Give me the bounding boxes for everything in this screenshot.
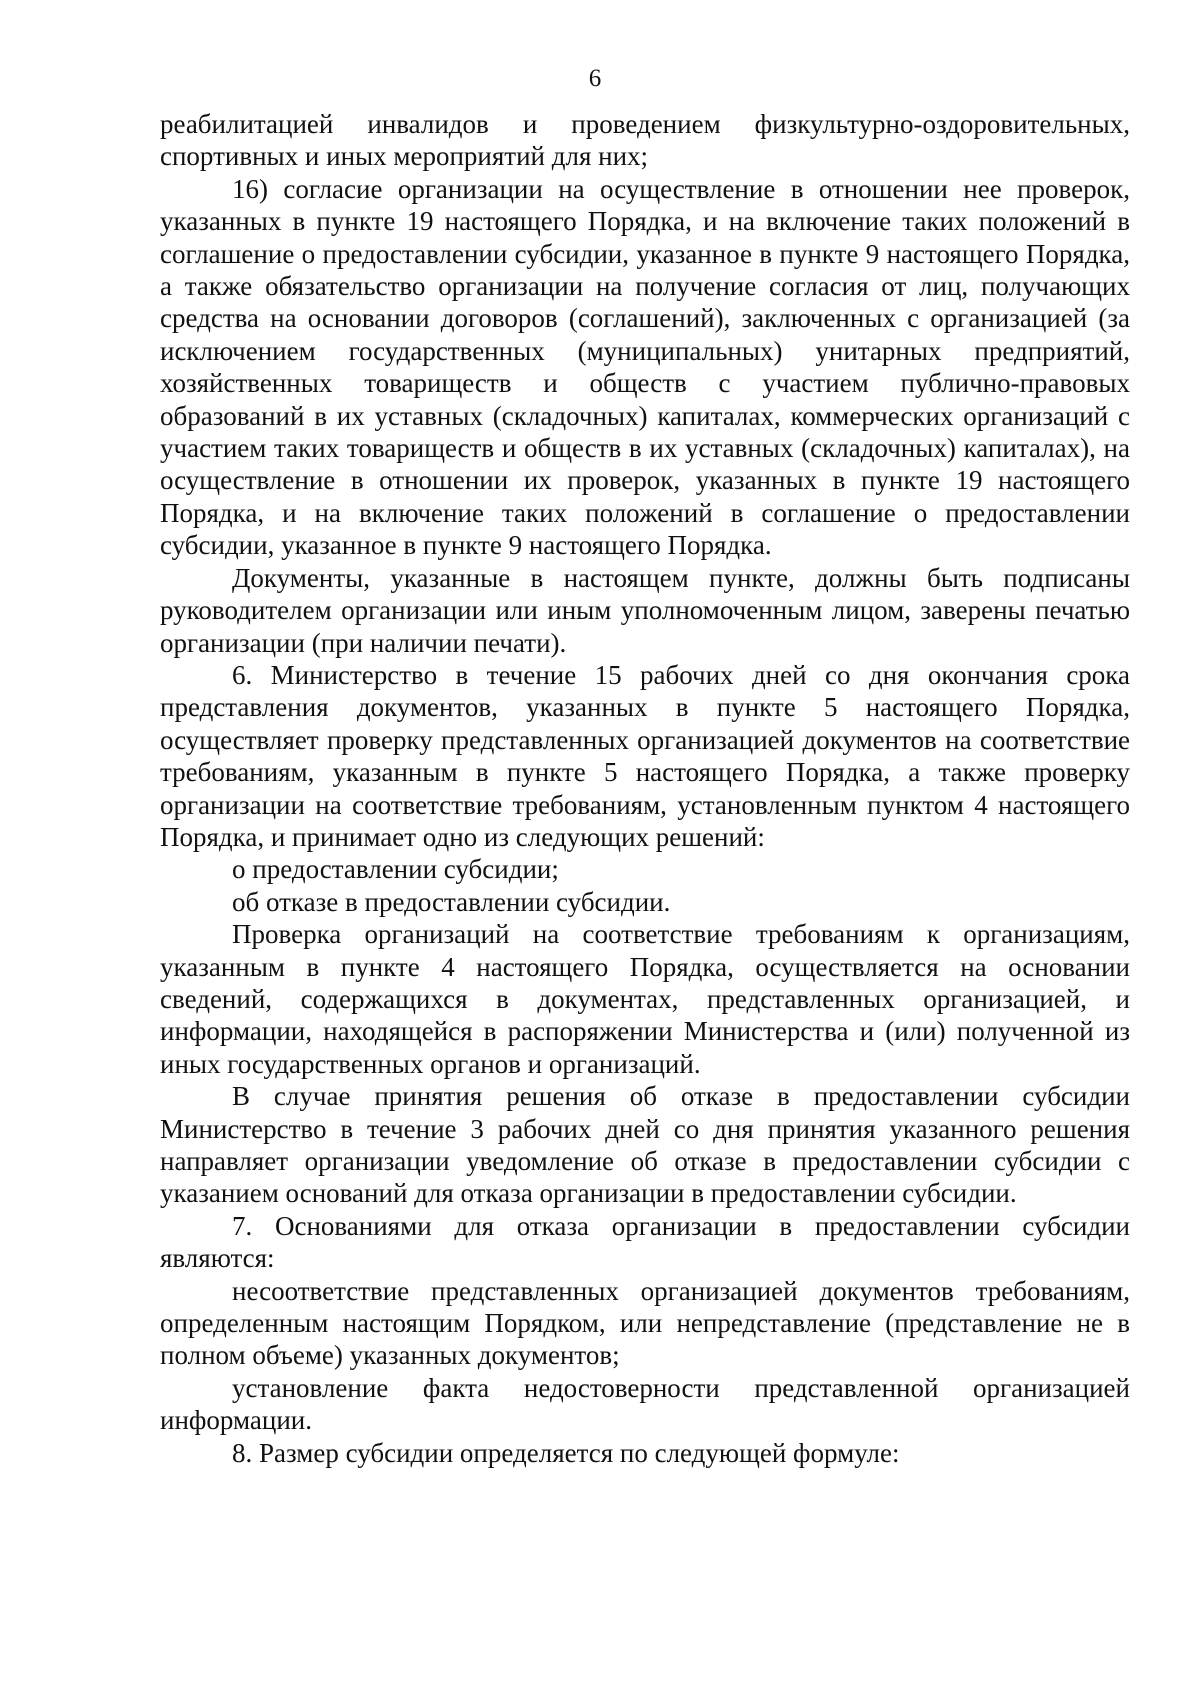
paragraph-ground-noncompliance: несоответствие представленных организацией документов требованиям, определенным настоящим Порядком, или непредставление (представление не в полном объеме) указанных документов; <box>160 1275 1130 1371</box>
paragraph-refusal-notification: В случае принятия решения об отказе в предоставлении субсидии Министерство в течение 3 рабочих дней со дня принятия указанного решения направляет организации уведомление об отказе в предоставлении субсидии с указанием оснований для отказа организации в предоставлении субсидии. <box>160 1081 1130 1209</box>
paragraph-item-7-refusal-grounds: 7. Основаниями для отказа организации в предоставлении субсидии являются: <box>160 1210 1130 1274</box>
paragraph-item-16-consent: 16) согласие организации на осуществление в отношении нее проверок, указанных в пункте 19 настоящего Порядка, и на включение таких положений в соглашение о предоставлении субсидии, указанное в пункте 9 настоящего Порядка, а также обязательство организации на получение согласия от лиц, получающих средства на основании договоров (соглашений), заключенных с организацией (за исключением государственных (муниципальных) унитарных предприятий, хозяйственных товариществ и обществ с участием публично-правовых образований в их уставных (складочных) капиталах, коммерческих организаций с участием таких товариществ и обществ в их уставных (складочных) капиталах), на осуществление в отношении их проверок, указанных в пункте 19 настоящего Порядка, и на включение таких положений в соглашение о предоставлении субсидии, указанное в пункте 9 настоящего Порядка. <box>160 173 1130 561</box>
paragraph-decision-grant: о предоставлении субсидии; <box>232 854 559 885</box>
paragraph-documents-signature: Документы, указанные в настоящем пункте, должны быть подписаны руководителем организации или иным уполномоченным лицом, заверены печатью организации (при наличии печати). <box>160 562 1130 658</box>
paragraph-rehabilitation-continuation: реабилитацией инвалидов и проведением физкультурно-оздоровительных, спортивных и иных мероприятий для них; <box>160 109 1130 172</box>
paragraph-item-8-subsidy-formula: 8. Размер субсидии определяется по следующей формуле: <box>232 1437 900 1468</box>
paragraph-ground-unreliable-info: установление факта недостоверности представленной организацией информации. <box>160 1372 1130 1436</box>
paragraph-decision-refusal: об отказе в предоставлении субсидии. <box>232 886 671 917</box>
paragraph-organization-verification: Проверка организаций на соответствие требованиям к организациям, указанным в пункте 4 настоящего Порядка, осуществляется на основании сведений, содержащихся в документах, представленных организацией, и информации, находящейся в распоряжении Министерства и (или) полученной из иных государственных органов и организаций. <box>160 919 1130 1079</box>
document-body <box>160 108 1130 1469</box>
page-number: 6 <box>588 65 602 92</box>
paragraph-item-6-ministry-check: 6. Министерство в течение 15 рабочих дней со дня окончания срока представления документов, указанных в пункте 5 настоящего Порядка, осуществляет проверку представленных организацией документов на соответствие требованиям, указанным в пункте 5 настоящего Порядка, а также проверку организации на соответствие требованиям, установленным пунктом 4 настоящего Порядка, и принимает одно из следующих решений: <box>160 659 1130 852</box>
